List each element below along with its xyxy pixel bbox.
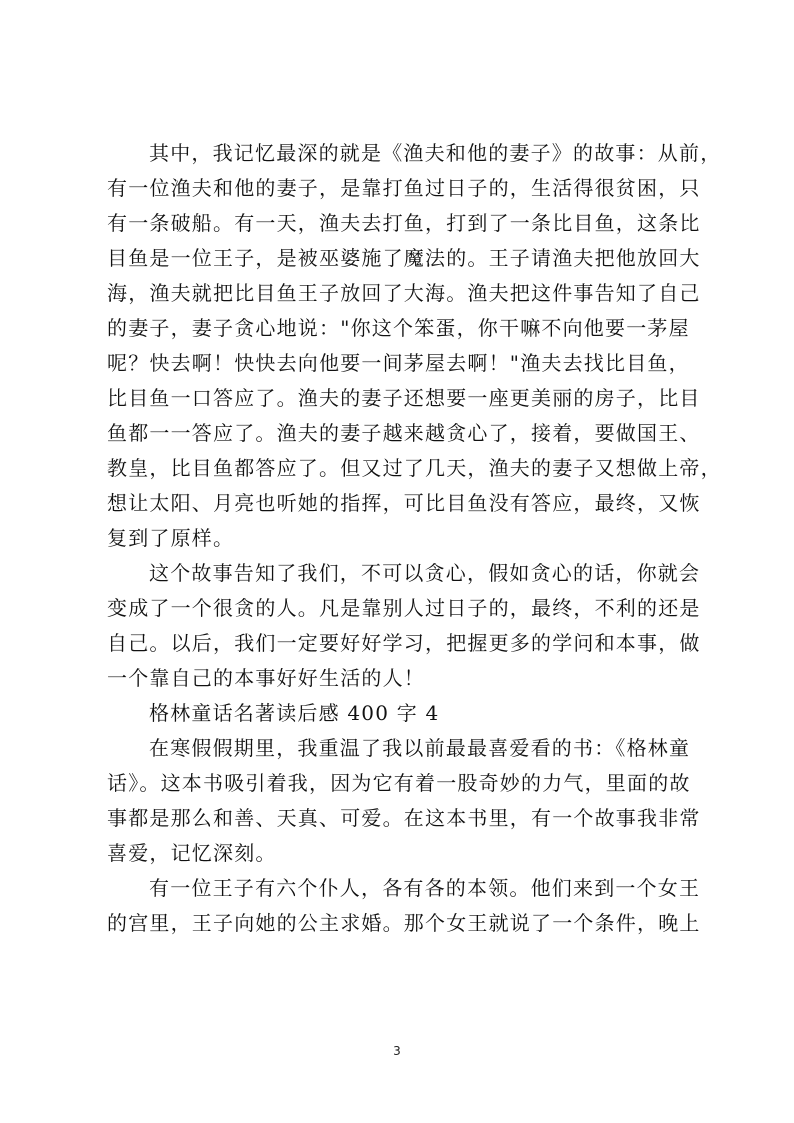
paragraph-line: 的妻子，妻子贪心地说："你这个笨蛋，你干嘛不向他要一茅屋 [107, 316, 690, 340]
paragraph-line: 有一位王子有六个仆人，各有各的本领。他们来到一个女王 [149, 876, 701, 900]
paragraph-line: 海，渔夫就把比目鱼王子放回了大海。渔夫把这件事告知了自己 [107, 281, 701, 305]
paragraph-line: 这个故事告知了我们，不可以贪心，假如贪心的话，你就会 [149, 561, 701, 585]
paragraph-line: 有一位渔夫和他的妻子，是靠打鱼过日子的，生活得很贫困，只 [107, 176, 701, 200]
paragraph-line: 事都是那么和善、天真、可爱。在这本书里，有一个故事我非常 [107, 806, 701, 830]
paragraph-line: 喜爱，记忆深刻。 [107, 841, 277, 865]
paragraph-line: 一个靠自己的本事好好生活的人！ [107, 666, 425, 690]
paragraph-line: 教皇，比目鱼都答应了。但又过了几天，渔夫的妻子又想做上帝， [107, 456, 722, 480]
page-number: 3 [393, 1044, 401, 1058]
paragraph-line: 自己。以后，我们一定要好好学习，把握更多的学问和本事，做 [107, 631, 701, 655]
body-text [107, 136, 727, 941]
paragraph-line: 比目鱼一口答应了。渔夫的妻子还想要一座更美丽的房子，比目 [107, 386, 701, 410]
paragraph-line: 话》。这本书吸引着我，因为它有着一股奇妙的力气，里面的故 [107, 771, 691, 795]
paragraph-line: 鱼都一一答应了。渔夫的妻子越来越贪心了，接着，要做国王、 [107, 421, 701, 445]
paragraph-line: 想让太阳、月亮也听她的指挥，可比目鱼没有答应，最终，又恢 [107, 491, 701, 515]
paragraph-line: 目鱼是一位王子，是被巫婆施了魔法的。王子请渔夫把他放回大 [107, 246, 701, 270]
paragraph-line: 其中，我记忆最深的就是《渔夫和他的妻子》的故事：从前， [149, 141, 722, 165]
paragraph-line: 变成了一个很贪的人。凡是靠别人过日子的，最终，不利的还是 [107, 596, 701, 620]
paragraph-line: 有一条破船。有一天，渔夫去打鱼，打到了一条比目鱼，这条比 [107, 211, 701, 235]
paragraph-line: 呢？快去啊！快快去向他要一间茅屋去啊！"渔夫去找比目鱼， [107, 351, 690, 375]
section-heading: 格林童话名著读后感 400 字 4 [149, 701, 440, 725]
paragraph-line: 的宫里，王子向她的公主求婚。那个女王就说了一个条件，晚上 [107, 911, 701, 935]
paragraph-line: 在寒假假期里，我重温了我以前最最喜爱看的书：《格林童 [149, 736, 691, 760]
paragraph-line: 复到了原样。 [107, 526, 235, 550]
